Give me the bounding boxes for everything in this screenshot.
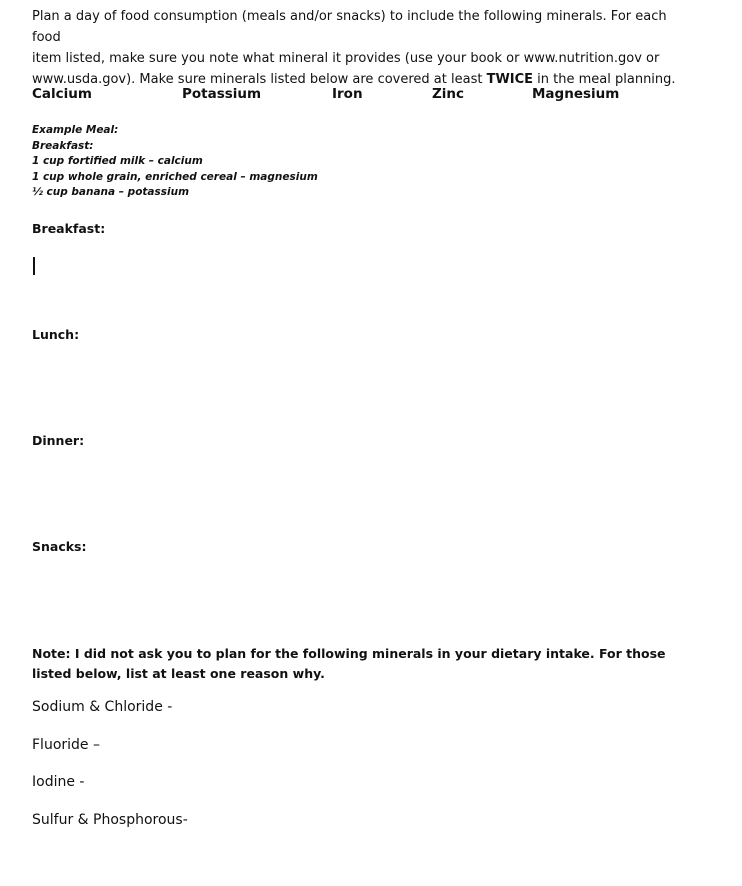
mineral-magnesium: Magnesium <box>532 86 620 102</box>
snacks-heading: Snacks: <box>32 539 87 554</box>
example-item: ½ cup banana – potassium <box>32 186 190 198</box>
iodine-line: Iodine - <box>32 774 85 790</box>
required-minerals-row <box>32 86 712 106</box>
instructions-line-3-start: www.usda.gov). Make sure minerals listed below are covered at least <box>32 72 487 87</box>
instructions-line-3-end: in the meal planning. <box>533 72 676 87</box>
example-item: 1 cup fortified milk – calcium <box>32 155 203 167</box>
instructions-line-1: Plan a day of food consumption (meals and/or snacks) to include the following minerals. For each food <box>32 9 667 45</box>
sodium-chloride-line: Sodium & Chloride - <box>32 699 173 715</box>
instructions-line-2: item listed, make sure you note what mineral it provides (use your book or www.nutrition.gov or <box>32 51 660 66</box>
example-heading: Example Meal: <box>32 124 119 136</box>
mineral-potassium: Potassium <box>182 86 262 102</box>
mineral-calcium: Calcium <box>32 86 92 102</box>
dinner-heading: Dinner: <box>32 433 85 448</box>
mineral-zinc: Zinc <box>432 86 465 102</box>
fluoride-line: Fluoride – <box>32 737 100 753</box>
text-cursor[interactable] <box>33 257 35 275</box>
example-item: 1 cup whole grain, enriched cereal – magnesium <box>32 170 318 183</box>
example-meal-block <box>32 123 318 201</box>
instructions-paragraph <box>32 6 692 90</box>
breakfast-heading: Breakfast: <box>32 221 106 236</box>
emphasis-twice: TWICE <box>486 72 534 87</box>
sulfur-phosphorous-line: Sulfur & Phosphorous- <box>32 812 188 828</box>
example-meal-label: Breakfast: <box>32 139 94 152</box>
mineral-iron: Iron <box>332 86 363 102</box>
lunch-heading: Lunch: <box>32 327 80 342</box>
note-paragraph: Note: I did not ask you to plan for the following minerals in your dietary intake. For those listed below, list at least one reason why. <box>32 646 666 681</box>
